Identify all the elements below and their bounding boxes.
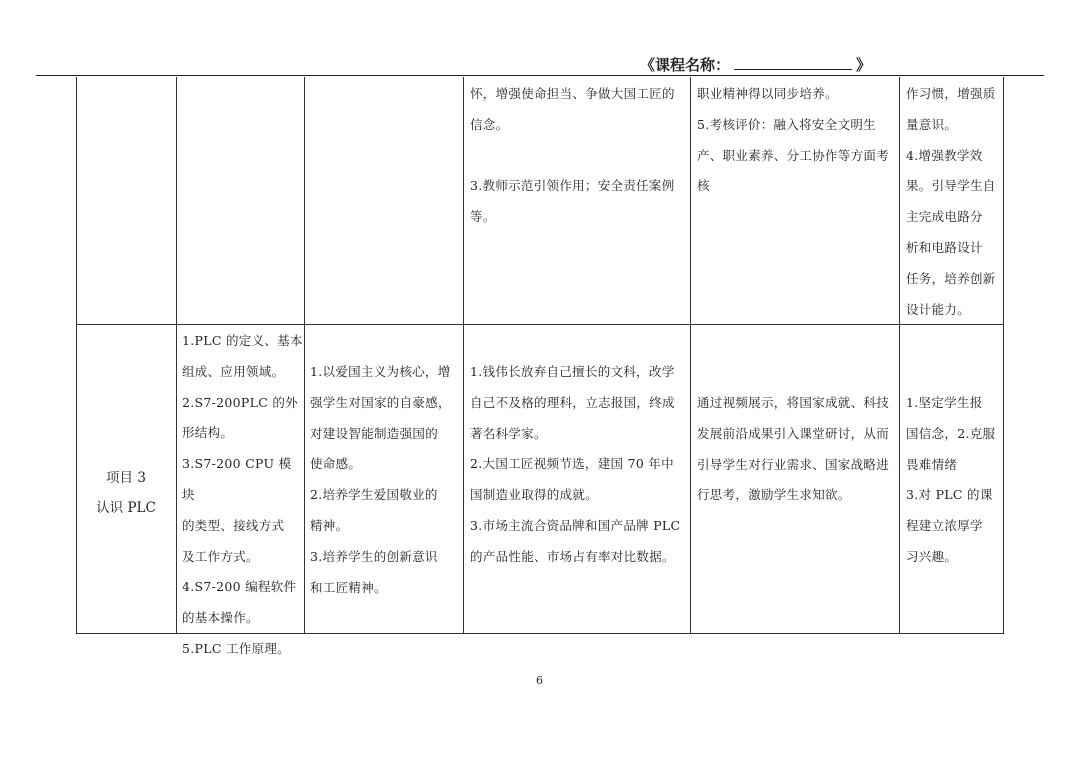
table-col-divider <box>176 77 177 634</box>
row1-expected-effects: 作习惯，增强质 量意识。 4.增强教学效 果。引导学生自 主完成电路分 析和电路设计 任务，培养创新 设计能力。 <box>906 86 996 317</box>
table-col-divider <box>690 77 691 634</box>
row2-expected-effects: 1.坚定学生报 国信念，2.克服 畏难情绪 3.对 PLC 的课 程建立浓厚学 习兴趣。 <box>906 395 996 564</box>
row1-ideological-cases: 怀，增强使命担当、争做大国工匠的 信念。 3.教师示范引领作用；安全责任案例 等。 <box>470 86 675 225</box>
table-border-right <box>1003 77 1004 634</box>
row2-knowledge-points: 1.PLC 的定义、基本 组成、应用领域。 2.S7-200PLC 的外 形结构。 3.S7-200 CPU 模块 的类型、接线方式 及工作方式。 4.S7-200 编程软件 的基本操作。 5.PLC 工作原理。 <box>182 333 303 656</box>
table-border-left <box>76 77 77 634</box>
row2-ideological-cases: 1.钱伟长放弃自己擅长的文科，改学 自己不及格的理科，立志报国，终成 著名科学家。 2.大国工匠视频节选，建国 70 年中 国制造业取得的成就。 3.市场主流合资品牌和国产品牌 PLC 的产品性能、市场占有率对比数据。 <box>470 364 681 564</box>
project-number: 项目 3 <box>106 470 146 486</box>
row2-ideological-goals: 1.以爱国主义为核心，增 强学生对国家的自豪感， 对建设智能制造强国的 使命感。 2.培养学生爱国敬业的 精神。 3.培养学生的创新意识 和工匠精神。 <box>310 364 451 595</box>
row2-teaching-methods: 通过视频展示，将国家成就、科技 发展前沿成果引入课堂研讨，从而 引导学生对行业需求、国家战略进 行思考，激励学生求知欲。 <box>697 395 890 503</box>
table-row-divider <box>76 324 1004 325</box>
course-name-blank <box>734 55 852 70</box>
curriculum-table <box>76 77 1004 656</box>
row1-teaching-methods: 职业精神得以同步培养。 5.考核评价：融入将安全文明生 产、职业素养、分工协作等方面考 核 <box>697 86 890 194</box>
course-title-label: 《课程名称： <box>640 56 731 74</box>
table-col-divider <box>304 77 305 634</box>
table-col-divider <box>463 77 464 634</box>
project-title: 认识 PLC <box>96 500 156 516</box>
course-title-header <box>640 54 871 75</box>
header-rule <box>36 75 1044 76</box>
table-col-divider <box>899 77 900 634</box>
page-number: 6 <box>536 674 543 687</box>
row2-project-name <box>76 463 176 523</box>
course-title-close: 》 <box>856 56 872 74</box>
